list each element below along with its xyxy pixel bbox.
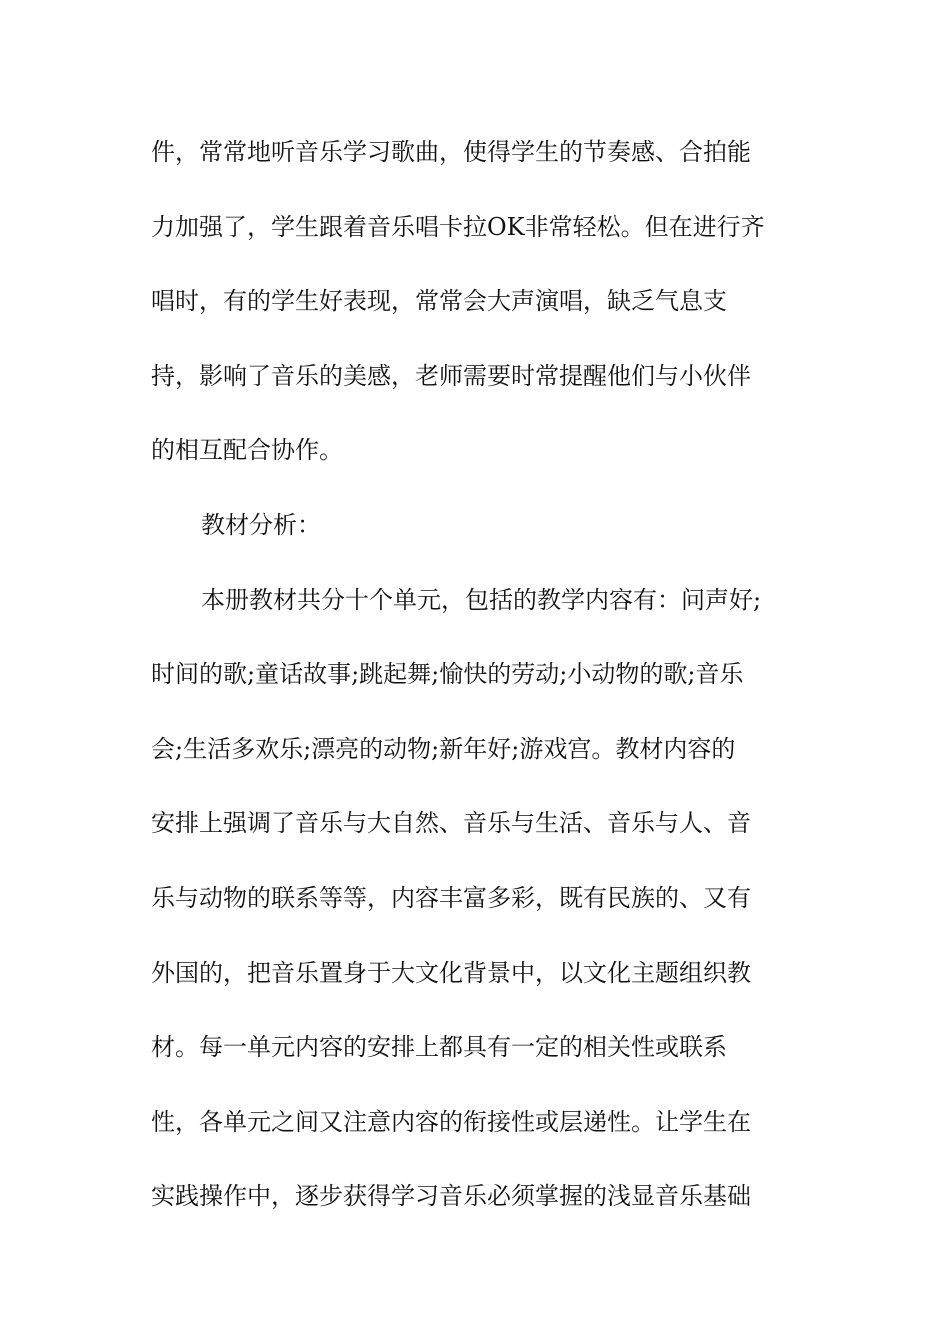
text-line: 性，各单元之间又注意内容的衔接性或层递性。让学生在 [151, 1107, 751, 1136]
text-line: 会;生活多欢乐;漂亮的动物;新年好;游戏宫。教材内容的 [151, 734, 736, 763]
section-heading: 教材分析： [201, 510, 321, 539]
text-line: 材。每一单元内容的安排上都具有一定的相关性或联系 [151, 1033, 727, 1062]
text-line: 实践操作中，逐步获得学习音乐必须掌握的浅显音乐基础 [151, 1182, 751, 1211]
text-line: 唱时，有的学生好表现，常常会大声演唱，缺乏气息支 [151, 287, 727, 316]
text-line: 外国的，把音乐置身于大文化背景中，以文化主题组织教 [151, 958, 751, 987]
text-line: 安排上强调了音乐与大自然、音乐与生活、音乐与人、音 [151, 809, 751, 838]
document-body [151, 128, 811, 1247]
text-line: 的相互配合协作。 [151, 436, 343, 465]
text-line: 时间的歌;童话故事;跳起舞;愉快的劳动;小动物的歌;音乐 [151, 660, 744, 689]
text-line: 持，影响了音乐的美感，老师需要时常提醒他们与小伙伴 [151, 361, 751, 390]
text-line: 乐与动物的联系等等，内容丰富多彩，既有民族的、又有 [151, 883, 751, 912]
text-line: 件，常常地听音乐学习歌曲，使得学生的节奏感、合拍能 [151, 138, 751, 166]
text-line: 力加强了，学生跟着音乐唱卡拉OK非常轻松。但在进行齐 [151, 212, 765, 241]
paragraph-first-line: 本册教材共分十个单元，包括的教学内容有：问声好; [201, 585, 762, 614]
